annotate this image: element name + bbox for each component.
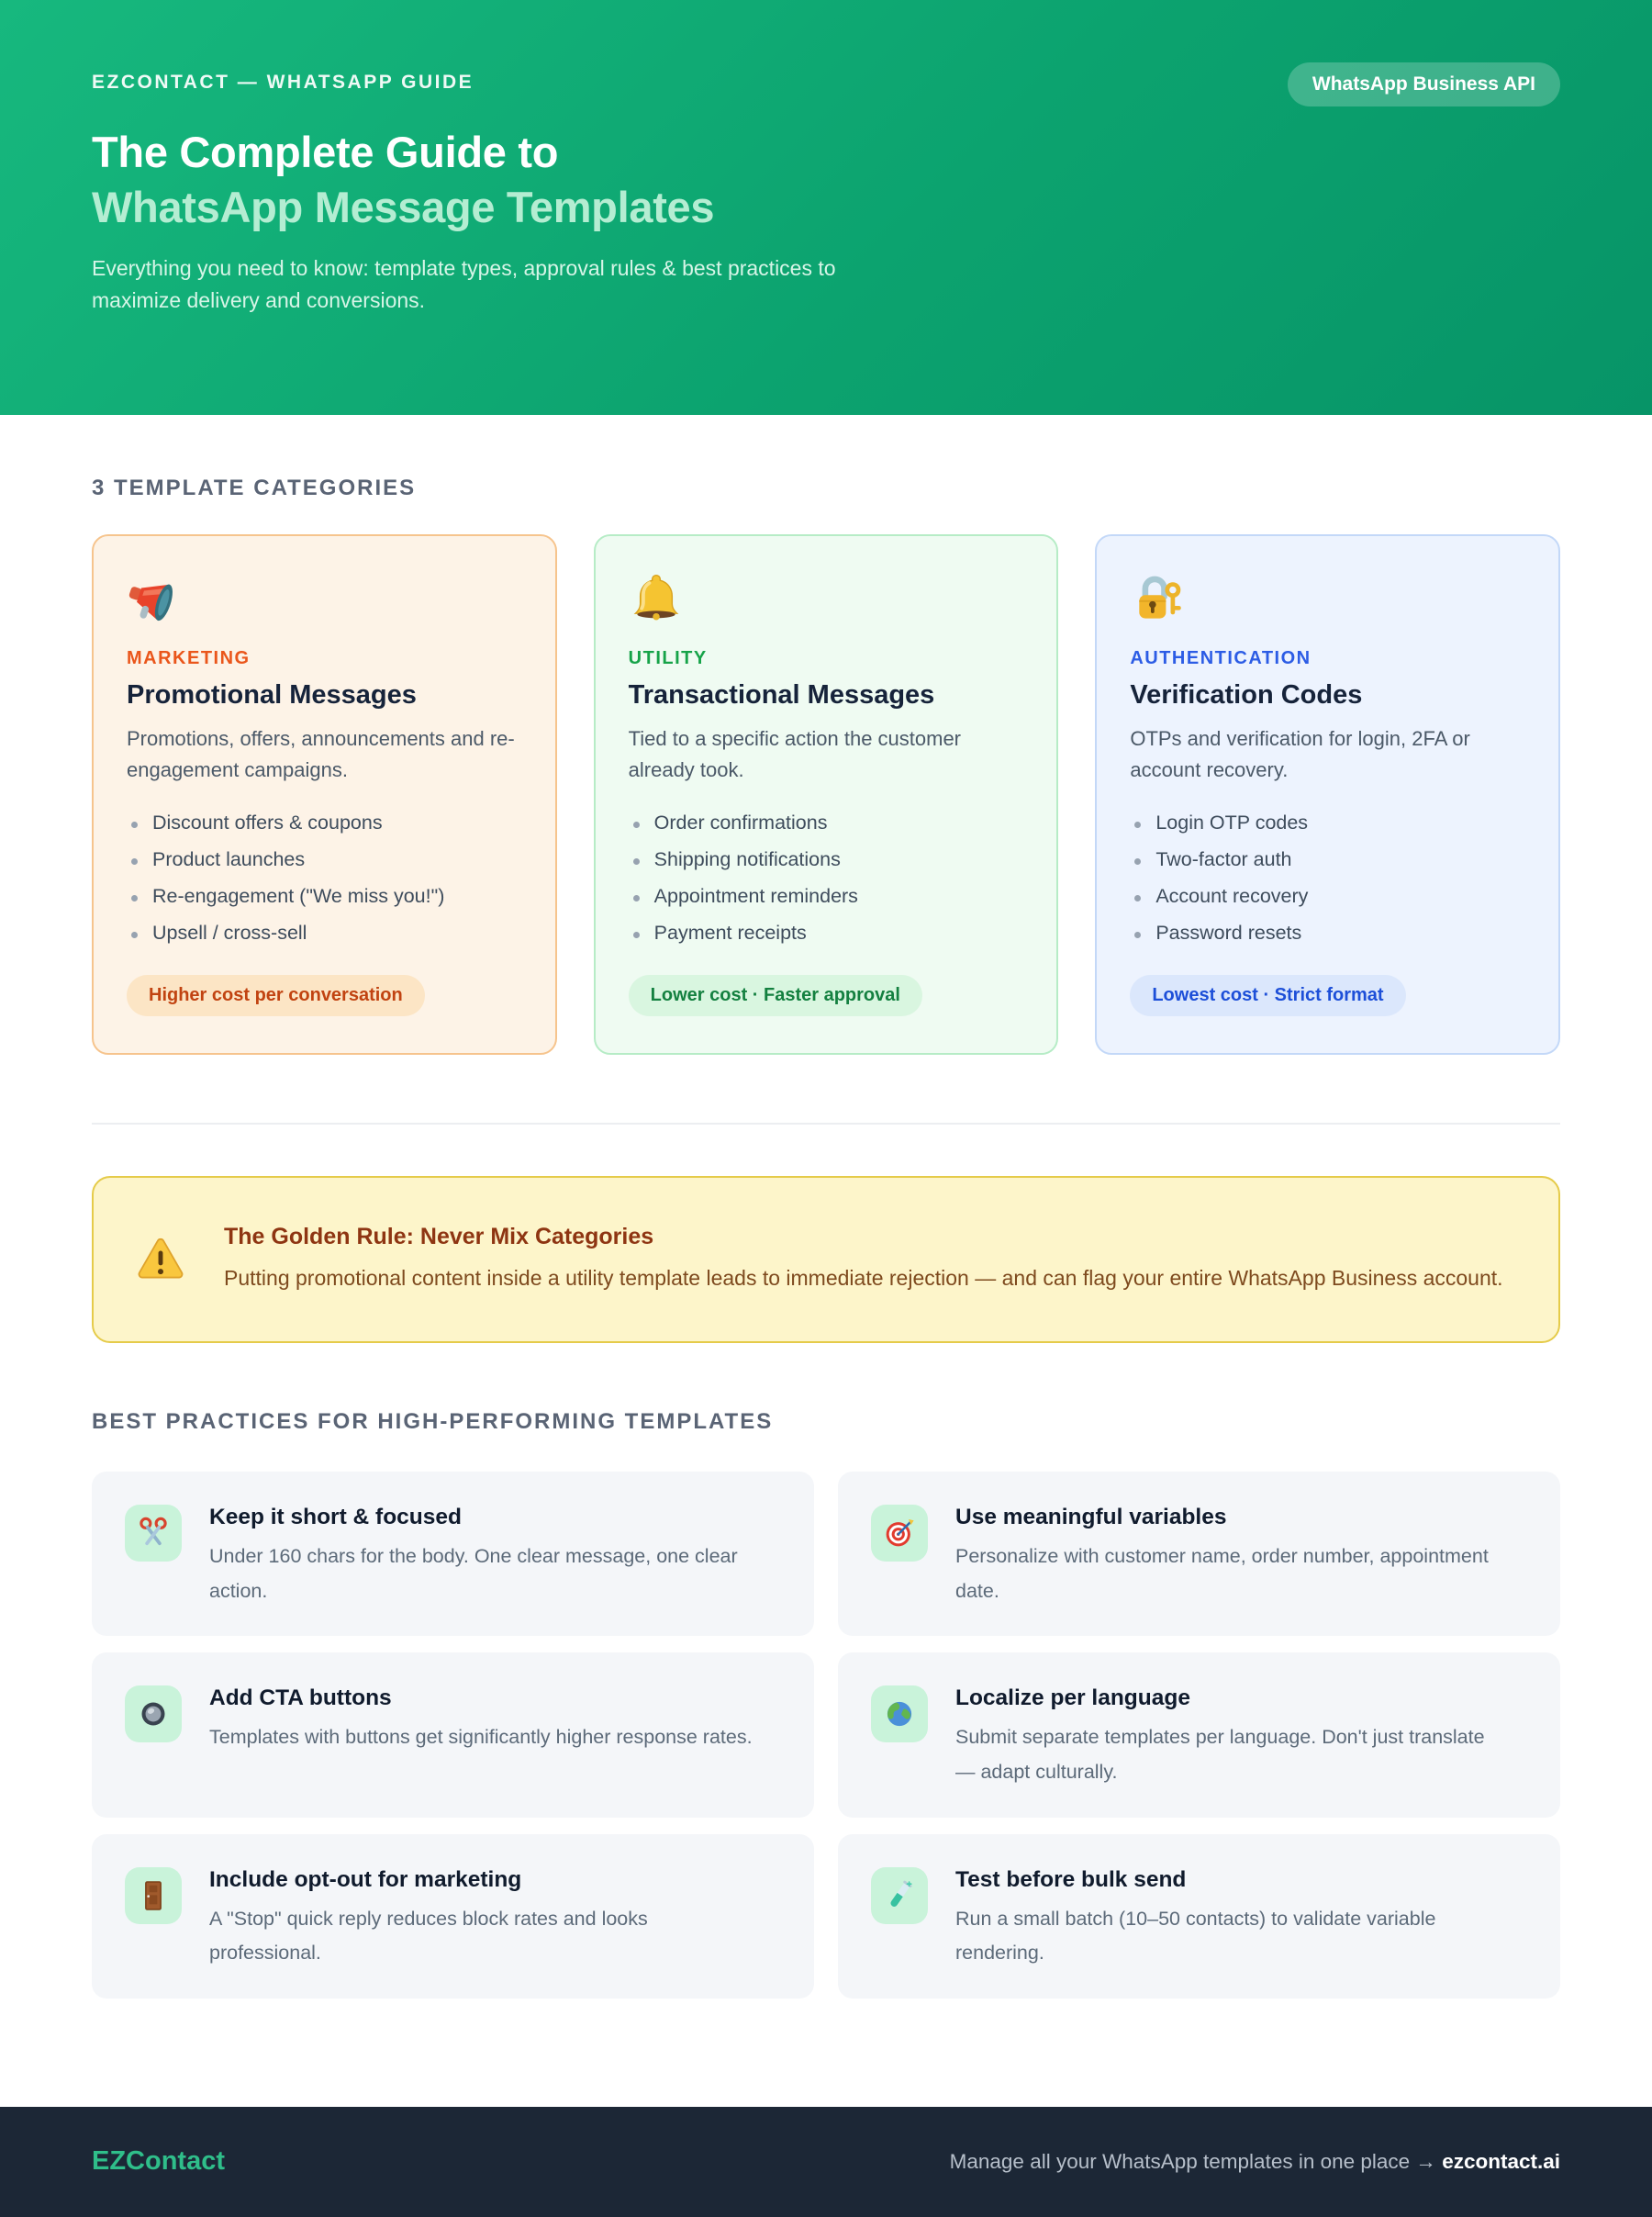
list-item: Payment receipts [629,922,858,945]
category-bullet-list [1130,812,1308,958]
practice-body: Run a small batch (10–50 contacts) to validate variable rendering. [955,1907,1436,1965]
list-item: Re-engagement ("We miss you!") [127,885,444,908]
list-item: Order confirmations [629,812,858,834]
list-item: Discount offers & coupons [127,812,444,834]
practice-title: Include opt-out for marketing [209,1866,522,1892]
best-practices-grid [92,1472,1560,1999]
categories-section-heading: 3 TEMPLATE CATEGORIES [92,476,417,500]
practice-card-opt-out [92,1834,814,1999]
category-card-grid [92,534,1560,1055]
practice-title: Use meaningful variables [955,1505,1227,1530]
practice-card-localize [838,1652,1560,1817]
practice-text-block [955,1862,1503,1971]
section-divider [92,1123,1560,1125]
list-item: Password resets [1130,922,1308,945]
globe-icon [871,1685,928,1742]
warning-text-block [224,1224,1503,1295]
category-description: Promotions, offers, announcements and re-engagement campaigns. [127,727,515,782]
category-card-utility [594,534,1059,1055]
practice-card-cta-buttons [92,1652,814,1817]
cost-badge: Higher cost per conversation [127,975,425,1016]
page-title [92,125,1560,234]
practice-body: Submit separate templates per language. Don't just translate — adapt culturally. [955,1726,1485,1784]
list-item: Appointment reminders [629,885,858,908]
footer-brand-logo: EZContact [92,2146,225,2177]
category-card-marketing [92,534,557,1055]
practice-body: Personalize with customer name, order number, appointment date. [955,1545,1489,1602]
page-title-line2: WhatsApp Message Templates [92,182,715,231]
category-title: Verification Codes [1130,680,1363,710]
main-content [0,476,1652,1999]
practice-body: Under 160 chars for the body. One clear message, one clear action. [209,1545,738,1602]
practice-text-block [209,1499,757,1608]
practice-card-test-first [838,1834,1560,1999]
target-icon [871,1505,928,1562]
bell-icon [629,571,684,626]
practice-title: Test before bulk send [955,1866,1187,1892]
footer-tagline-text: Manage all your WhatsApp templates in one place → [949,2149,1436,2173]
practice-title: Localize per language [955,1685,1190,1711]
page-footer [0,2107,1652,2217]
api-badge: WhatsApp Business API [1288,62,1560,106]
category-label: AUTHENTICATION [1130,648,1312,668]
page-title-line1: The Complete Guide to [92,128,559,176]
page-subtitle: Everything you need to know: template types, approval rules & best practices to maximize delivery and conversions. [92,256,836,312]
hero-header [0,0,1652,415]
category-description: OTPs and verification for login, 2FA or account recovery. [1130,727,1470,782]
brand-eyebrow: EZCONTACT — WHATSAPP GUIDE [92,72,474,93]
practice-card-meaningful-variables [838,1472,1560,1636]
practice-body: Templates with buttons get significantly higher response rates. [209,1726,753,1749]
test-tube-icon [871,1867,928,1924]
best-practices-section-heading: BEST PRACTICES FOR HIGH-PERFORMING TEMPLATES [92,1409,774,1435]
practice-title: Keep it short & focused [209,1505,462,1530]
cost-badge: Lower cost · Faster approval [629,975,922,1016]
practice-card-keep-it-short [92,1472,814,1636]
list-item: Product launches [127,848,444,871]
list-item: Account recovery [1130,885,1308,908]
radio-button-icon [125,1685,182,1742]
practice-text-block [209,1862,757,1971]
category-description: Tied to a specific action the customer already took. [628,727,962,782]
category-label: MARKETING [127,648,251,668]
cost-badge: Lowest cost · Strict format [1130,975,1405,1016]
megaphone-icon [127,571,182,626]
practice-body: A "Stop" quick reply reduces block rates and looks professional. [209,1907,648,1965]
practice-title: Add CTA buttons [209,1685,392,1711]
category-title: Promotional Messages [127,680,417,710]
list-item: Two-factor auth [1130,848,1308,871]
list-item: Upsell / cross-sell [127,922,444,945]
warning-body: Putting promotional content inside a utility template leads to immediate rejection — and can flag your entire WhatsApp Business account. [224,1266,1503,1291]
category-card-authentication [1095,534,1560,1055]
footer-tagline [950,2150,1560,2174]
list-item: Shipping notifications [629,848,858,871]
scissors-icon [125,1505,182,1562]
warning-icon [134,1233,187,1286]
locked-with-key-icon [1130,571,1185,626]
practice-text-block [209,1680,753,1755]
category-title: Transactional Messages [628,680,935,710]
golden-rule-callout [92,1176,1560,1343]
category-bullet-list [127,812,444,958]
category-bullet-list [629,812,858,958]
list-item: Login OTP codes [1130,812,1308,834]
door-icon [125,1867,182,1924]
footer-domain-link[interactable]: ezcontact.ai [1442,2149,1560,2173]
category-label: UTILITY [628,648,708,668]
warning-title: The Golden Rule: Never Mix Categories [224,1224,654,1250]
practice-text-block [955,1680,1503,1789]
practice-text-block [955,1499,1503,1608]
